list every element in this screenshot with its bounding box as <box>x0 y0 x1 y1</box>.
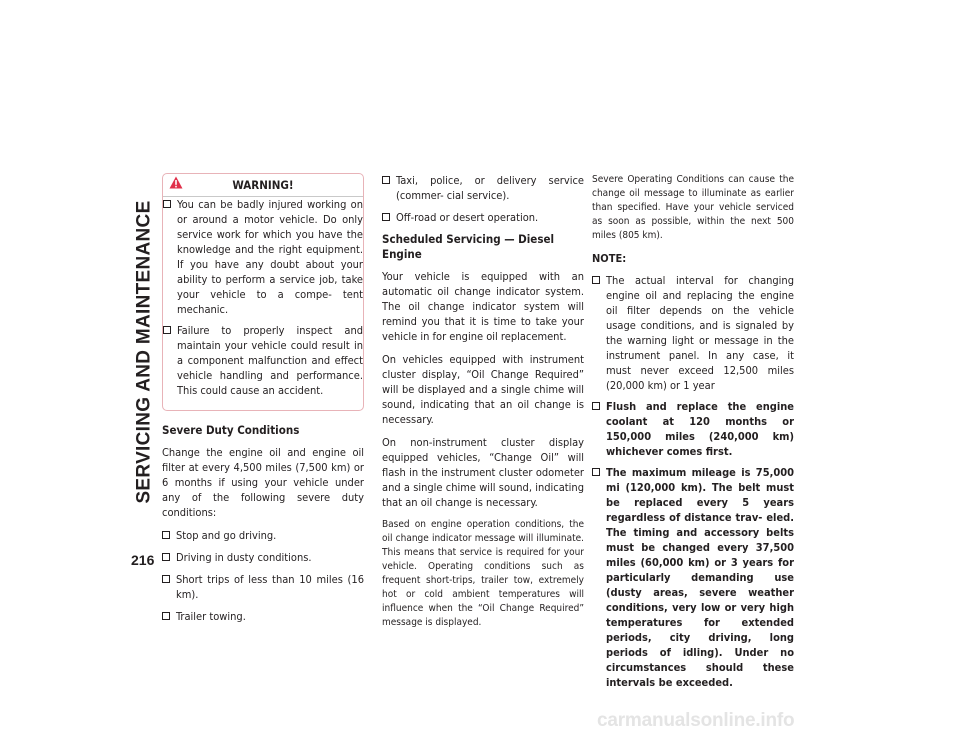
diesel-heading: Scheduled Servicing — Diesel Engine <box>382 232 555 261</box>
list-item: Flush and replace the engine coolant at 120 months or 150,000 miles (240,000 km) whichever comes first. <box>592 399 794 459</box>
checkbox-bullet-icon <box>592 468 600 476</box>
diesel-paragraph: Severe Operating Conditions can cause the change oil message to illuminate as earlier than specified. Have your vehicle serviced as soon as possible, within the next 500 miles (805 km). <box>592 174 794 241</box>
note-label: NOTE: <box>592 252 627 265</box>
list-item: Driving in dusty conditions. <box>162 550 364 565</box>
checkbox-bullet-icon <box>592 276 600 284</box>
severe-duty-list-continued <box>382 173 584 225</box>
severe-duty-intro: Change the engine oil and engine oil filter at every 4,500 miles (7,500 km) or 6 months if using your vehicle under any of the following severe duty conditions: <box>162 446 364 519</box>
list-item: Failure to properly inspect and maintain your vehicle could result in a component malfunction and effect vehicle handling and performance. This could cause an accident. <box>163 323 363 398</box>
severe-duty-list <box>162 528 364 624</box>
warning-header <box>163 174 363 197</box>
list-item: Taxi, police, or delivery service (commer- cial service). <box>382 173 584 203</box>
section-title: SERVICING AND MAINTENANCE <box>134 200 156 504</box>
warning-title: WARNING! <box>232 177 294 192</box>
checkbox-bullet-icon <box>162 553 170 561</box>
diesel-paragraph: Your vehicle is equipped with an automatic oil change indicator system. The oil change indicator system will remind you that it is time to take your vehicle in for engine oil replacement. <box>382 270 584 343</box>
diesel-paragraph: Based on engine operation conditions, the oil change indicator message will illuminate. This means that service is required for your vehicle. Operating conditions such as frequent short-trips, trailer tow, extremely hot or cold ambient temperatures will influence when the “Oil Change Required” message is displayed. <box>382 519 584 628</box>
checkbox-bullet-icon <box>162 612 170 620</box>
list-item: The maximum mileage is 75,000 mi (120,000 km). The belt must be replaced every 5 years regardless of distance trav- eled. The timing and accessory belts must be changed every 37,500 miles (60,000 km) or 3 years for particularly demanding use (dusty areas, severe weather conditions, very low or very high temperatures for extended periods, city driving, long periods of idling). Under no circumstances should these intervals be exceeded. <box>592 465 794 690</box>
section-title-tab <box>130 172 160 532</box>
checkbox-bullet-icon <box>163 326 171 334</box>
list-item: Stop and go driving. <box>162 528 364 543</box>
diesel-paragraph: On vehicles equipped with instrument cluster display, “Oil Change Required” will be displayed and a single chime will sound, indicating that an oil change is necessary. <box>382 353 584 426</box>
list-item: Off-road or desert operation. <box>382 210 584 225</box>
severe-duty-heading: Severe Duty Conditions <box>162 423 300 437</box>
note-list-bold <box>592 399 794 690</box>
watermark-text: carmanualsonline.info <box>597 710 795 731</box>
list-item: The actual interval for changing engine oil and replacing the engine oil filter depends on the vehicle usage conditions, and is signaled by the warning light or message in the instrument panel. In any case, it must never exceed 12,500 miles (20,000 km) or 1 year <box>592 273 794 393</box>
checkbox-bullet-icon <box>162 575 170 583</box>
warning-list <box>163 197 363 398</box>
note-list <box>592 273 794 393</box>
checkbox-bullet-icon <box>382 213 390 221</box>
column-3 <box>592 173 794 696</box>
column-1 <box>162 173 364 631</box>
column-2 <box>382 173 584 638</box>
list-item: Short trips of less than 10 miles (16 km). <box>162 572 364 602</box>
diesel-paragraph: On non-instrument cluster display equipped vehicles, “Change Oil” will flash in the instrument cluster odometer and a single chime will sound, indicating that an oil change is necessary. <box>382 436 584 509</box>
checkbox-bullet-icon <box>592 402 600 410</box>
list-item: Trailer towing. <box>162 609 364 624</box>
warning-box <box>162 173 364 411</box>
list-item: You can be badly injured working on or around a motor vehicle. Do only service work for which you have the knowledge and the right equipment. If you have any doubt about your ability to perform a service job, take your vehicle to a compe- tent mechanic. <box>163 197 363 317</box>
checkbox-bullet-icon <box>163 200 171 208</box>
warning-triangle-icon <box>169 176 183 189</box>
page-number: 216 <box>131 552 155 568</box>
checkbox-bullet-icon <box>162 531 170 539</box>
checkbox-bullet-icon <box>382 176 390 184</box>
